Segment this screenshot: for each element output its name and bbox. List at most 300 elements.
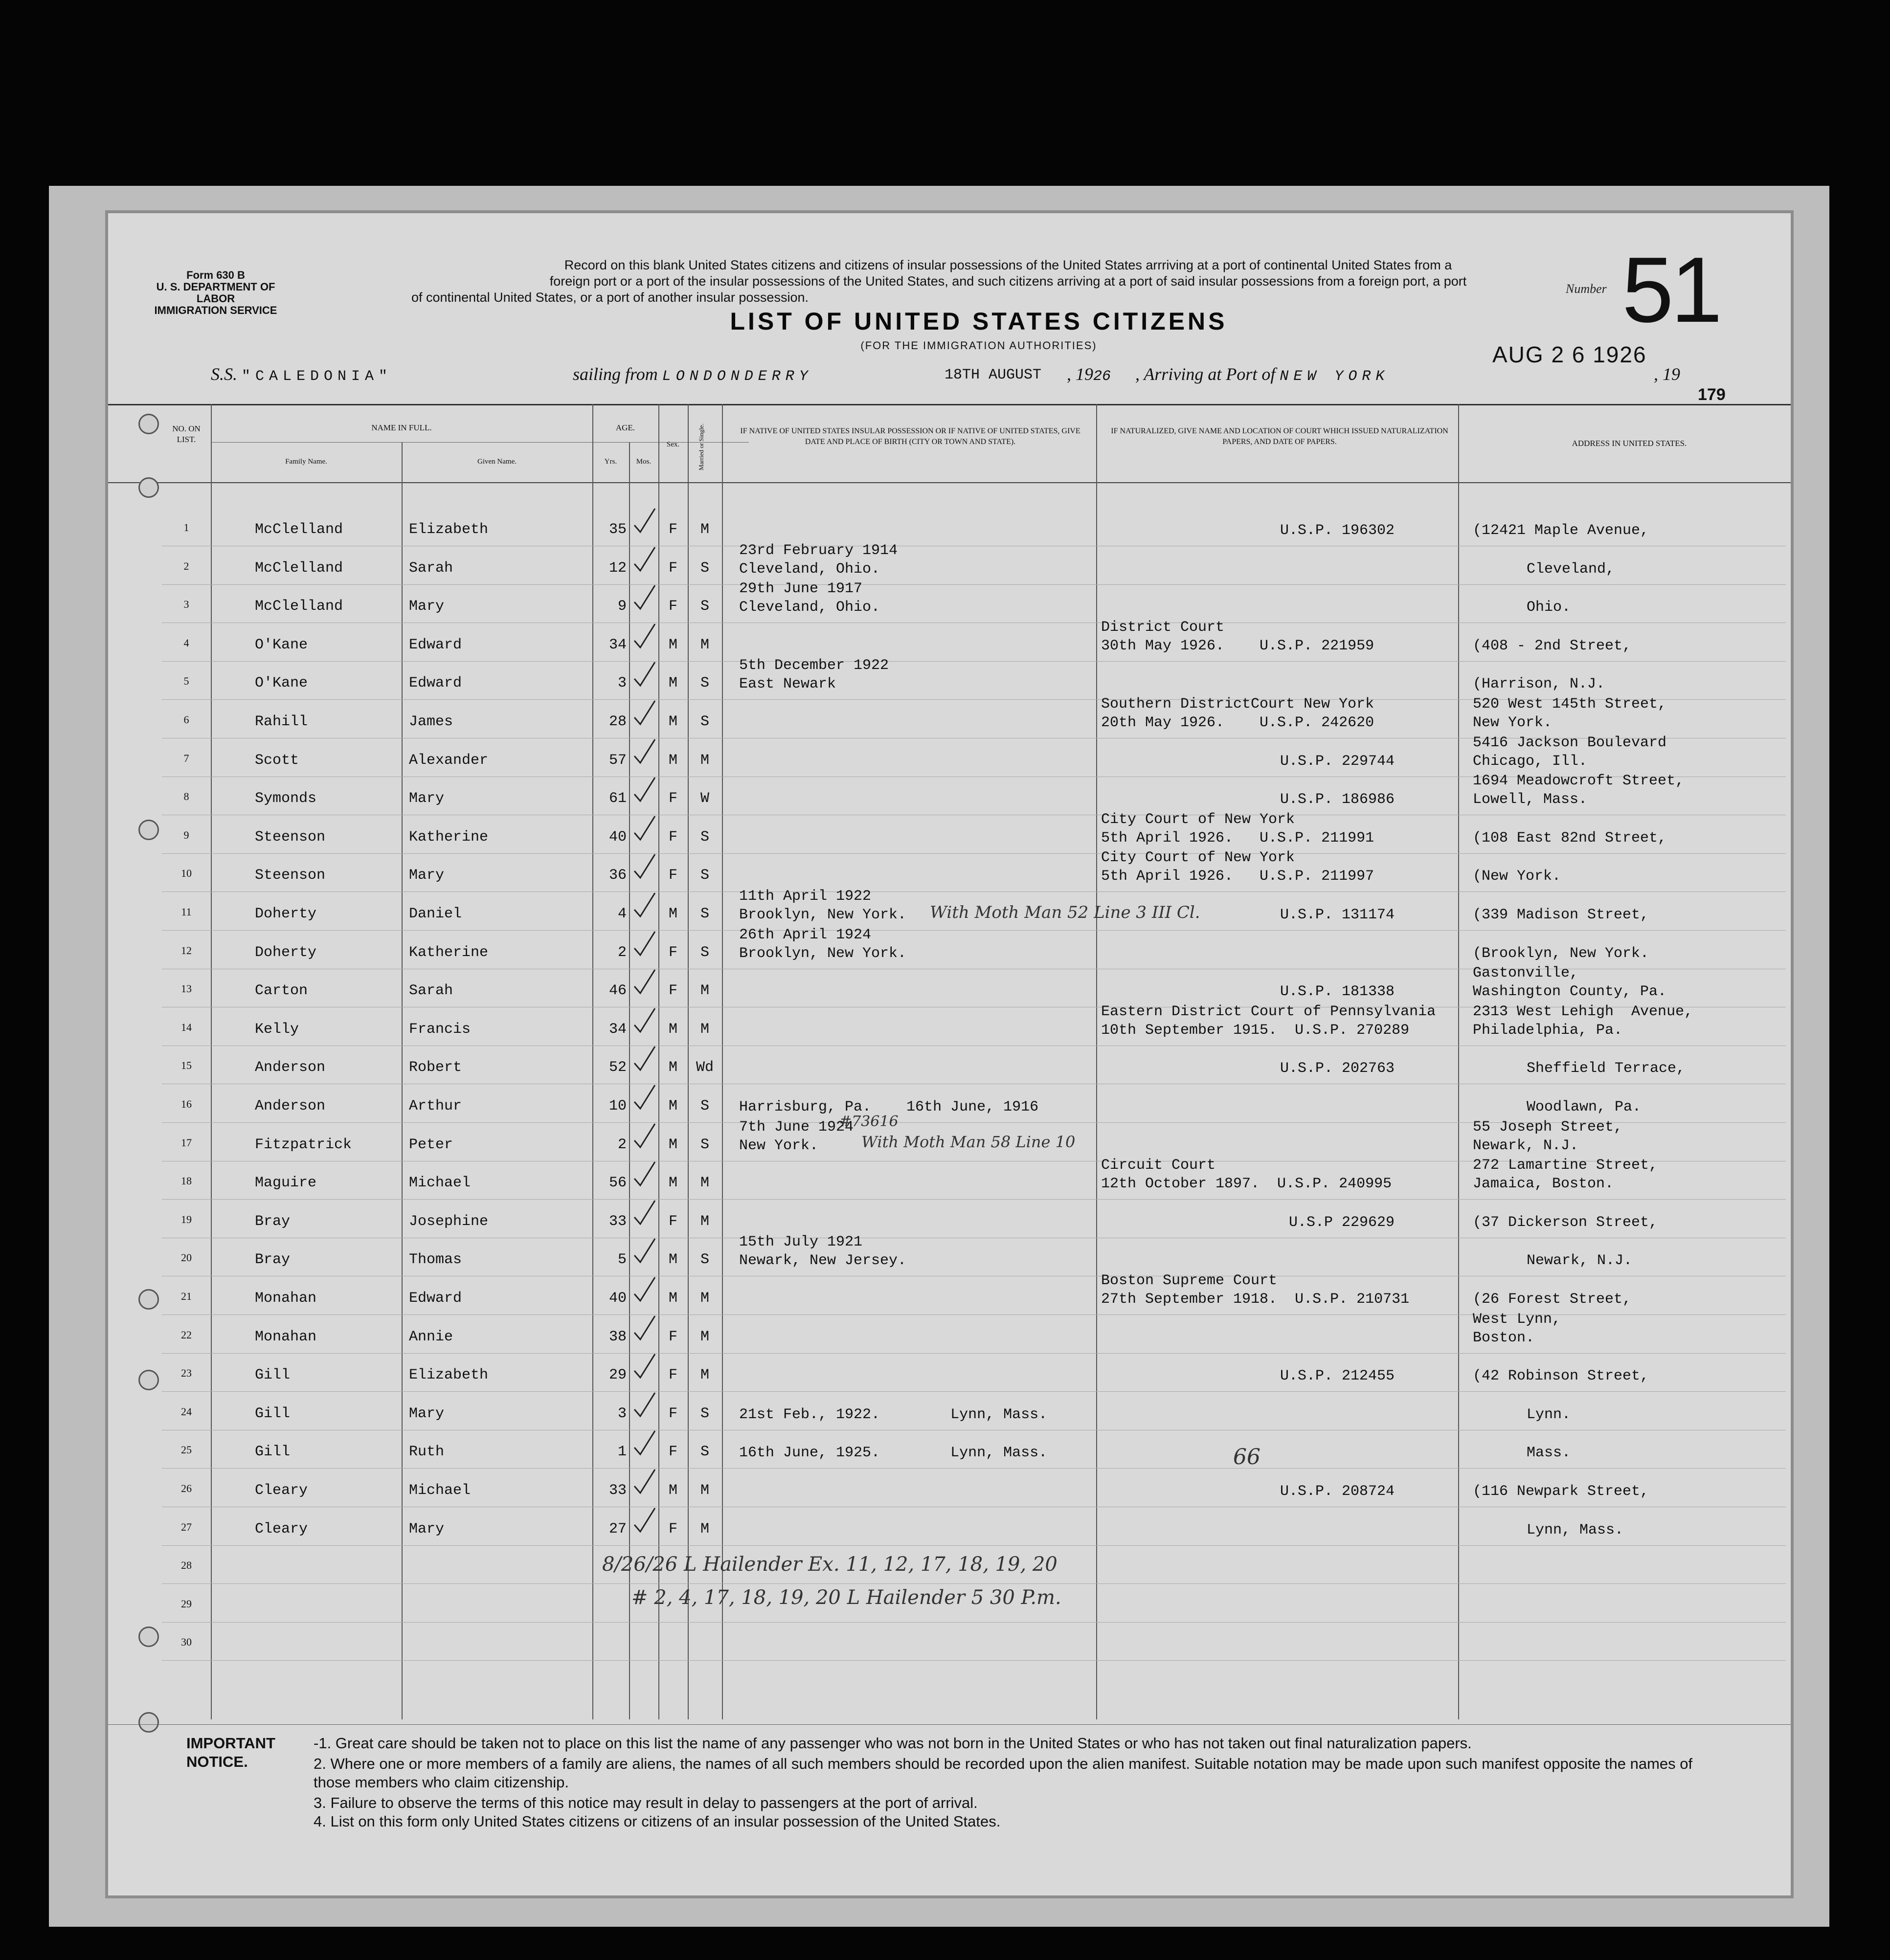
age-years: 3	[617, 675, 627, 692]
handwritten-note-row17-number: #73616	[839, 1113, 899, 1130]
birth-info: Harrisburg, Pa. 16th June, 1916	[739, 1099, 1039, 1115]
naturalization-info: U.S.P. 208724	[1280, 1483, 1395, 1500]
marital-status: M	[700, 521, 709, 538]
notice-item: -1. Great care should be taken not to place on this list the name of any passenger who was not born in the United States or who has not taken out final naturalization papers.	[314, 1735, 1472, 1752]
binder-hole	[138, 1712, 159, 1733]
given-name: Michael	[409, 1175, 471, 1192]
sex: M	[668, 1175, 677, 1192]
us-address: Ohio.	[1527, 599, 1571, 616]
year-suffix: 26	[1093, 368, 1111, 385]
us-address: (116 Newpark Street,	[1473, 1483, 1649, 1500]
birth-info: 23rd February 1914 Cleveland, Ohio.	[739, 542, 898, 578]
binder-hole	[138, 477, 159, 498]
birth-info: 29th June 1917 Cleveland, Ohio.	[739, 580, 880, 616]
marital-status: M	[700, 1021, 709, 1038]
col-mos: Mos.	[636, 458, 652, 466]
row-number: 17	[181, 1136, 192, 1149]
family-name: Doherty	[255, 944, 317, 961]
sex: F	[668, 1328, 677, 1345]
year-from	[1067, 364, 1111, 385]
row-number: 18	[181, 1175, 192, 1187]
sex: M	[668, 713, 677, 730]
family-name: Doherty	[255, 906, 317, 922]
age-years: 10	[608, 1098, 627, 1114]
birth-info: 5th December 1922 East Newark	[739, 657, 889, 693]
col-given: Given Name.	[477, 458, 517, 466]
family-name: Anderson	[255, 1098, 326, 1114]
family-name: O'Kane	[255, 675, 308, 692]
naturalization-info: U.S.P. 212455	[1280, 1368, 1395, 1385]
sex: F	[668, 1520, 677, 1537]
arriving-at	[1135, 364, 1389, 385]
marital-status: S	[700, 713, 709, 730]
given-name: Edward	[409, 636, 462, 653]
row-number: 16	[181, 1098, 192, 1110]
sex: M	[668, 1251, 677, 1269]
birth-info: 21st Feb., 1922. Lynn, Mass.	[739, 1406, 1048, 1423]
row-rule	[162, 1468, 1786, 1469]
notice-rule	[108, 1724, 1791, 1725]
row-number: 15	[181, 1059, 192, 1072]
row-number: 23	[181, 1367, 192, 1380]
date-from: 18TH AUGUST	[945, 367, 1042, 383]
check-mark-icon	[632, 891, 657, 920]
col-divider	[629, 442, 630, 1719]
age-years: 34	[608, 1021, 627, 1038]
age-years: 2	[617, 1136, 627, 1153]
check-mark-icon	[632, 1429, 657, 1458]
check-mark-icon	[632, 1083, 657, 1113]
naturalization-info: U.S.P. 202763	[1280, 1060, 1395, 1077]
given-name: James	[409, 713, 453, 730]
us-address: 5416 Jackson Boulevard Chicago, Ill.	[1473, 734, 1667, 770]
col-sex: Sex.	[666, 441, 680, 448]
ss-label: S.S.	[211, 364, 237, 384]
family-name: Gill	[255, 1444, 291, 1461]
given-name: Katherine	[409, 828, 489, 846]
us-address: 272 Lamartine Street, Jamaica, Boston.	[1473, 1157, 1658, 1193]
col-address: ADDRESS IN UNITED STATES.	[1572, 439, 1687, 448]
us-address: Sheffield Terrace,	[1527, 1060, 1686, 1077]
row-number: 22	[181, 1328, 192, 1341]
age-years: 29	[608, 1367, 627, 1384]
col-divider	[592, 404, 593, 1719]
age-years: 27	[608, 1520, 627, 1537]
col-divider	[1458, 404, 1459, 1719]
age-years: 35	[608, 521, 627, 538]
check-mark-icon	[632, 1506, 657, 1536]
check-mark-icon	[632, 622, 657, 651]
birth-info: 7th June 1924 New York.	[739, 1118, 854, 1154]
check-mark-icon	[632, 699, 657, 728]
handwritten-mark: 66	[1233, 1445, 1260, 1470]
given-name: Mary	[409, 598, 445, 615]
col-divider	[402, 442, 403, 1719]
top-instructions	[411, 257, 1605, 306]
row-number: 14	[181, 1021, 192, 1033]
family-name: Scott	[255, 752, 299, 769]
us-address: 1694 Meadowcroft Street, Lowell, Mass.	[1473, 773, 1685, 808]
handwritten-line-29: # 2, 4, 17, 18, 19, 20 L Hailender 5 30 P.m.	[631, 1586, 1061, 1609]
age-years: 38	[608, 1328, 627, 1345]
row-number: 25	[181, 1444, 192, 1456]
age-years: 3	[617, 1405, 627, 1422]
row-rule	[162, 1391, 1786, 1392]
row-rule	[162, 1622, 1786, 1623]
sex: M	[668, 1021, 677, 1038]
family-name: Gill	[255, 1405, 291, 1422]
us-address: Lynn.	[1527, 1406, 1571, 1423]
us-address: West Lynn, Boston.	[1473, 1311, 1561, 1346]
marital-status: S	[700, 598, 709, 615]
col-married: Married or Single.	[698, 423, 705, 470]
given-name: Josephine	[409, 1213, 489, 1230]
given-name: Katherine	[409, 944, 489, 961]
check-mark-icon	[632, 1314, 657, 1343]
row-number: 26	[181, 1482, 192, 1494]
check-mark-icon	[632, 660, 657, 690]
family-name: McClelland	[255, 559, 343, 577]
row-number: 6	[183, 713, 189, 726]
marital-status: S	[700, 906, 709, 922]
marital-status: M	[700, 1482, 709, 1499]
age-years: 61	[608, 790, 627, 807]
family-name: Fitzpatrick	[255, 1136, 352, 1153]
given-name: Sarah	[409, 982, 453, 1000]
us-address: Lynn, Mass.	[1527, 1521, 1624, 1538]
naturalization-info: U.S.P. 131174	[1280, 907, 1395, 923]
col-yrs: Yrs.	[604, 458, 617, 466]
row-rule	[162, 853, 1786, 854]
trailing-year: , 19	[1654, 364, 1680, 384]
handwritten-note-row11: With Moth Man 52 Line 3 III Cl.	[930, 903, 1200, 922]
given-name: Arthur	[409, 1098, 462, 1114]
marital-status: W	[700, 790, 709, 807]
us-address: Woodlawn, Pa.	[1527, 1099, 1642, 1115]
marital-status: Wd	[696, 1059, 714, 1076]
ship-line	[211, 364, 392, 385]
col-divider	[1096, 404, 1097, 1719]
check-mark-icon	[632, 1199, 657, 1228]
given-name: Ruth	[409, 1444, 445, 1461]
instruction-line: foreign port or a port of the insular possessions of the United States, and such citizens arriving at a port of said insular possessions from a foreign port, a port	[549, 274, 1467, 289]
family-name: Steenson	[255, 828, 326, 846]
family-name: McClelland	[255, 521, 343, 538]
manifest-sheet	[105, 210, 1794, 1898]
sex: F	[668, 521, 677, 538]
sex: F	[668, 867, 677, 884]
family-name: Anderson	[255, 1059, 326, 1076]
given-name: Elizabeth	[409, 521, 489, 538]
us-address: Gastonville, Washington County, Pa.	[1473, 965, 1667, 1001]
marital-status: S	[700, 1098, 709, 1114]
given-name: Elizabeth	[409, 1367, 489, 1384]
age-years: 56	[608, 1175, 627, 1192]
marital-status: S	[700, 944, 709, 961]
sex: F	[668, 1213, 677, 1230]
check-mark-icon	[632, 968, 657, 997]
given-name: Mary	[409, 1520, 445, 1537]
age-years: 1	[617, 1444, 627, 1461]
row-number: 8	[183, 790, 189, 803]
family-name: Bray	[255, 1251, 291, 1269]
naturalization-info: U.S.P. 229744	[1280, 753, 1395, 770]
page-number: 179	[1698, 385, 1726, 404]
col-birth: IF NATIVE OF UNITED STATES INSULAR POSSESSION OR IF NATIVE OF UNITED STATES, GIVE DATE AND PLACE OF BIRTH (CITY OR TOWN AND STATE).	[740, 427, 1080, 446]
check-mark-icon	[632, 852, 657, 882]
marital-status: M	[700, 1213, 709, 1230]
sex: M	[668, 906, 677, 922]
sex: M	[668, 675, 677, 692]
check-mark-icon	[632, 507, 657, 536]
marital-status: S	[700, 1136, 709, 1153]
row-rule	[162, 1353, 1786, 1354]
sex: F	[668, 1405, 677, 1422]
sex: M	[668, 752, 677, 769]
sex: M	[668, 1098, 677, 1114]
us-address: 2313 West Lehigh Avenue, Philadelphia, Pa.	[1473, 1003, 1693, 1039]
page-subtitle: (FOR THE IMMIGRATION AUTHORITIES)	[860, 339, 1097, 352]
family-name: Monahan	[255, 1328, 317, 1345]
handwritten-note-row17: With Moth Man 58 Line 10	[861, 1133, 1076, 1151]
row-number: 2	[183, 559, 189, 572]
check-mark-icon	[632, 737, 657, 767]
age-years: 40	[608, 1290, 627, 1307]
sex: F	[668, 944, 677, 961]
given-name: Mary	[409, 1405, 445, 1422]
sex: M	[668, 1482, 677, 1499]
sex: F	[668, 828, 677, 846]
binder-hole	[138, 1289, 159, 1310]
given-name: Thomas	[409, 1251, 462, 1269]
notice-label: IMPORTANT NOTICE.	[186, 1735, 275, 1770]
naturalization-info: City Court of New York 5th April 1926. U.S.P. 211991	[1101, 811, 1374, 846]
handwritten-line-28: 8/26/26 L Hailender Ex. 11, 12, 17, 18, 19, 20	[602, 1553, 1058, 1576]
check-mark-icon	[632, 814, 657, 844]
department: U. S. DEPARTMENT OF LABOR	[156, 281, 275, 305]
row-number: 19	[181, 1213, 192, 1225]
given-name: Robert	[409, 1059, 462, 1076]
row-number: 29	[181, 1597, 192, 1610]
check-mark-icon	[632, 1160, 657, 1189]
row-number: 9	[183, 828, 189, 841]
col-family: Family Name.	[285, 458, 327, 466]
given-name: Edward	[409, 675, 462, 692]
marital-status: S	[700, 828, 709, 846]
given-name: Francis	[409, 1021, 471, 1038]
naturalization-info: U.S.P. 196302	[1280, 522, 1395, 539]
given-name: Annie	[409, 1328, 453, 1345]
birth-info: 15th July 1921 Newark, New Jersey.	[739, 1234, 907, 1270]
marital-status: S	[700, 1251, 709, 1269]
marital-status: M	[700, 1290, 709, 1307]
family-name: Gill	[255, 1367, 291, 1384]
family-name: Carton	[255, 982, 308, 1000]
notice-item: 3. Failure to observe the terms of this notice may result in delay to passengers at the port of arrival.	[314, 1794, 978, 1811]
check-mark-icon	[632, 1352, 657, 1381]
naturalization-info: U.S.P. 181338	[1280, 983, 1395, 1001]
marital-status: M	[700, 982, 709, 1000]
family-name: Bray	[255, 1213, 291, 1230]
given-name: Mary	[409, 867, 445, 884]
row-number: 28	[181, 1559, 192, 1572]
naturalization-info: Eastern District Court of Pennsylvania 10th September 1915. U.S.P. 270289	[1101, 1003, 1436, 1039]
check-mark-icon	[632, 930, 657, 959]
us-address: 520 West 145th Street, New York.	[1473, 696, 1667, 731]
form-header	[152, 269, 279, 316]
col-name: NAME IN FULL.	[371, 423, 432, 432]
port-to: NEW YORK	[1280, 368, 1390, 385]
marital-status: M	[700, 1520, 709, 1537]
sailing-from	[573, 364, 813, 385]
list-number: 51	[1622, 238, 1720, 342]
sex: F	[668, 982, 677, 1000]
us-address: (108 East 82nd Street,	[1473, 829, 1667, 846]
age-years: 36	[608, 867, 627, 884]
notice-list	[314, 1734, 1722, 1831]
col-no: NO. ON LIST.	[172, 424, 201, 444]
check-mark-icon	[632, 1275, 657, 1305]
row-number: 5	[183, 675, 189, 688]
family-name: Steenson	[255, 867, 326, 884]
age-years: 2	[617, 944, 627, 961]
given-name: Daniel	[409, 906, 462, 922]
check-mark-icon	[632, 1391, 657, 1420]
marital-status: S	[700, 675, 709, 692]
check-mark-icon	[632, 545, 657, 575]
col-divider	[211, 404, 212, 1719]
check-mark-icon	[632, 1468, 657, 1497]
us-address: Mass.	[1527, 1445, 1571, 1462]
port-from: LONDONDERRY	[662, 368, 813, 385]
check-mark-icon	[632, 1006, 657, 1036]
check-mark-icon	[632, 1122, 657, 1151]
given-name: Mary	[409, 790, 445, 807]
year-prefix: , 19	[1067, 364, 1093, 384]
naturalization-info: Circuit Court 12th October 1897. U.S.P. 240995	[1101, 1157, 1392, 1193]
row-number: 24	[181, 1405, 192, 1418]
family-name: Symonds	[255, 790, 317, 807]
check-mark-icon	[632, 1045, 657, 1074]
marital-status: M	[700, 1367, 709, 1384]
naturalization-info: Southern DistrictCourt New York 20th May 1926. U.S.P. 242620	[1101, 696, 1374, 731]
family-name: Cleary	[255, 1482, 308, 1499]
sex: F	[668, 790, 677, 807]
birth-info: 26th April 1924 Brooklyn, New York.	[739, 926, 907, 962]
given-name: Edward	[409, 1290, 462, 1307]
service: IMMIGRATION SERVICE	[154, 304, 277, 316]
age-years: 33	[608, 1482, 627, 1499]
binder-hole	[138, 414, 159, 434]
age-years: 52	[608, 1059, 627, 1076]
us-address: (Harrison, N.J.	[1473, 676, 1605, 693]
age-years: 12	[608, 559, 627, 577]
birth-info: 16th June, 1925. Lynn, Mass.	[739, 1445, 1048, 1462]
age-years: 57	[608, 752, 627, 769]
row-number: 20	[181, 1251, 192, 1264]
marital-status: S	[700, 867, 709, 884]
row-number: 30	[181, 1636, 192, 1648]
sex: M	[668, 1059, 677, 1076]
sex: F	[668, 1444, 677, 1461]
family-name: Rahill	[255, 713, 308, 730]
age-years: 40	[608, 828, 627, 846]
sex: M	[668, 1290, 677, 1307]
given-name: Michael	[409, 1482, 471, 1499]
sailing-label: sailing from	[573, 364, 658, 384]
binder-hole	[138, 1370, 159, 1390]
naturalization-info: District Court 30th May 1926. U.S.P. 221959	[1101, 619, 1374, 654]
arriving-label: , Arriving at Port of	[1135, 364, 1276, 384]
marital-status: S	[700, 1405, 709, 1422]
given-name: Alexander	[409, 752, 489, 769]
marital-status: S	[700, 559, 709, 577]
marital-status: M	[700, 752, 709, 769]
age-years: 5	[617, 1251, 627, 1269]
naturalization-info: City Court of New York 5th April 1926. U.S.P. 211997	[1101, 849, 1374, 885]
check-mark-icon	[632, 776, 657, 805]
family-name: O'Kane	[255, 636, 308, 653]
marital-status: M	[700, 1328, 709, 1345]
age-years: 46	[608, 982, 627, 1000]
family-name: McClelland	[255, 598, 343, 615]
naturalization-info: U.S.P. 186986	[1280, 791, 1395, 808]
naturalization-info: U.S.P 229629	[1288, 1214, 1395, 1231]
sex: M	[668, 636, 677, 653]
us-address: (Brooklyn, New York.	[1473, 945, 1649, 962]
sex: M	[668, 1136, 677, 1153]
family-name: Monahan	[255, 1290, 317, 1307]
naturalization-info: Boston Supreme Court 27th September 1918. U.S.P. 210731	[1101, 1272, 1410, 1308]
col-divider	[688, 404, 689, 1719]
us-address: Newark, N.J.	[1527, 1252, 1633, 1270]
family-name: Cleary	[255, 1520, 308, 1537]
check-mark-icon	[632, 583, 657, 613]
row-number: 4	[183, 636, 189, 649]
us-address: (26 Forest Street,	[1473, 1291, 1632, 1308]
row-rule	[162, 1199, 1786, 1200]
birth-info: 11th April 1922 Brooklyn, New York.	[739, 888, 907, 923]
page-title: LIST OF UNITED STATES CITIZENS	[730, 308, 1228, 335]
row-rule	[162, 1583, 1786, 1584]
number-label: Number	[1566, 282, 1607, 296]
sex: F	[668, 559, 677, 577]
instruction-line: of continental United States, or a port of another insular possession.	[411, 290, 809, 305]
notice-item: 2. Where one or more members of a family are aliens, the names of all such members should be recorded upon the alien manifest. Suitable notation may be made upon such manifest opposite the names of those members who claim citizenship.	[314, 1755, 1693, 1791]
row-number: 3	[183, 598, 189, 611]
family-name: Kelly	[255, 1021, 299, 1038]
us-address: (339 Madison Street,	[1473, 907, 1649, 923]
check-mark-icon	[632, 1237, 657, 1266]
row-number: 13	[181, 982, 192, 995]
us-address: Cleveland,	[1527, 560, 1615, 578]
us-address: (42 Robinson Street,	[1473, 1368, 1649, 1385]
binder-hole	[138, 820, 159, 840]
us-address: (12421 Maple Avenue,	[1473, 522, 1649, 539]
age-years: 28	[608, 713, 627, 730]
row-number: 11	[181, 906, 192, 918]
age-years: 34	[608, 636, 627, 653]
notice-item: 4. List on this form only United States citizens or citizens of an insular possession of the United States.	[314, 1813, 1001, 1830]
binder-hole	[138, 1626, 159, 1647]
given-name: Sarah	[409, 559, 453, 577]
col-naturalized: IF NATURALIZED, GIVE NAME AND LOCATION OF COURT WHICH ISSUED NATURALIZATION PAPERS, AND DATE OF PAPERS.	[1111, 427, 1448, 446]
us-address: (37 Dickerson Street,	[1473, 1214, 1658, 1231]
age-years: 9	[617, 598, 627, 615]
ship-name: "CALEDONIA"	[242, 368, 393, 385]
form-number: Form 630 B	[186, 269, 245, 281]
marital-status: M	[700, 1175, 709, 1192]
